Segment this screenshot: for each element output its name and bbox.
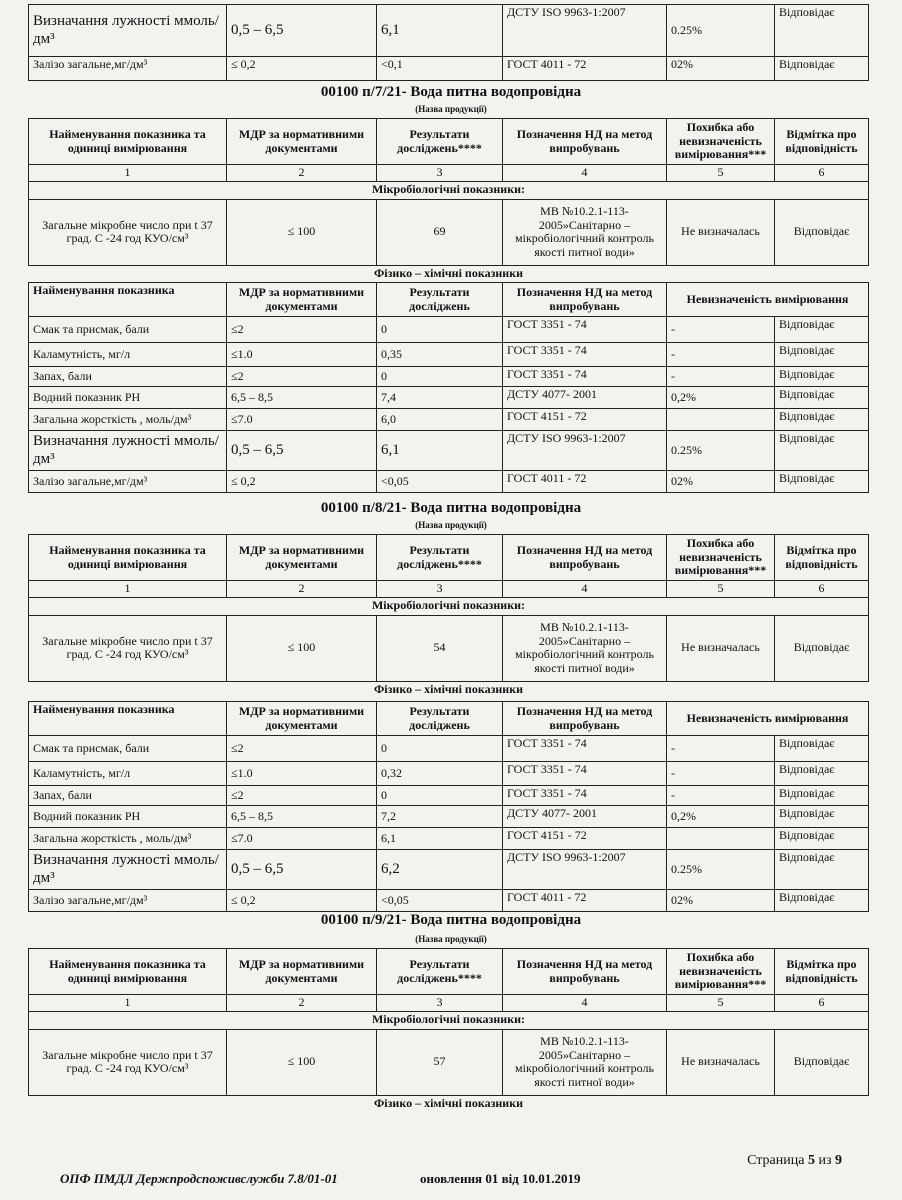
- cell-name: Каламутність, мг/л: [29, 343, 227, 367]
- cell-name: Залізо загальне,мг/дм³: [29, 57, 227, 81]
- cell-name: Загальне мікробне число при t 37 град. С -24 год КУО/см³: [29, 199, 227, 265]
- top-continuation-table: [28, 4, 869, 81]
- cell-method: ГОСТ 3351 - 74: [503, 367, 667, 387]
- cell-mdr: ≤2: [227, 367, 377, 387]
- cell-uncertainty: 0.25%: [667, 431, 775, 471]
- column-number: 3: [377, 165, 503, 182]
- cell-name: Залізо загальне,мг/дм³: [29, 890, 227, 912]
- page-number: [747, 1153, 842, 1169]
- cell-uncertainty: Не визначалась: [667, 615, 775, 681]
- section-row: [29, 681, 869, 697]
- section-title: 00100 п/8/21- Вода питна водопровідна: [320, 500, 582, 516]
- cell-uncertainty: 0,2%: [667, 806, 775, 828]
- cell-name: Водний показник РН: [29, 806, 227, 828]
- cell-mdr: ≤ 0,2: [227, 890, 377, 912]
- cell-method: ДСТУ 4077- 2001: [503, 806, 667, 828]
- cell-mdr: ≤ 0,2: [227, 471, 377, 493]
- cell-uncertainty: 02%: [667, 57, 775, 81]
- column-number-row: [29, 581, 869, 598]
- cell-method: ГОСТ 3351 - 74: [503, 786, 667, 806]
- column-number: 2: [227, 581, 377, 598]
- column-number: 4: [503, 995, 667, 1012]
- column-number: 3: [377, 581, 503, 598]
- cell-mdr: 6,5 – 8,5: [227, 387, 377, 409]
- cell-result: 54: [377, 615, 503, 681]
- header-mdr: МДР за нормативними документами: [227, 535, 377, 581]
- page-of: из: [818, 1153, 832, 1168]
- cell-mark: Відповідає: [775, 431, 869, 471]
- cell-uncertainty: -: [667, 762, 775, 786]
- table-row: [29, 786, 869, 806]
- cell-uncertainty: 02%: [667, 471, 775, 493]
- cell-method: ДСТУ ISO 9963-1:2007: [503, 431, 667, 471]
- header-result: Результати досліджень: [377, 283, 503, 317]
- section-title: 00100 п/7/21- Вода питна водопровідна: [320, 84, 582, 100]
- header-name: Найменування показника та одиниці вимірювання: [29, 949, 227, 995]
- cell-result: <0,05: [377, 471, 503, 493]
- cell-uncertainty: [667, 828, 775, 850]
- header-mdr: МДР за нормативними документами: [227, 119, 377, 165]
- header-result: Результати досліджень****: [377, 949, 503, 995]
- cell-method: ГОСТ 3351 - 74: [503, 317, 667, 343]
- column-number: 3: [377, 995, 503, 1012]
- page-current: 5: [807, 1153, 815, 1168]
- cell-mdr: ≤ 100: [227, 199, 377, 265]
- cell-result: 7,4: [377, 387, 503, 409]
- header-method: Позначення НД на метод випробувань: [503, 949, 667, 995]
- column-number: 1: [29, 165, 227, 182]
- cell-result: 0: [377, 786, 503, 806]
- cell-mdr: ≤2: [227, 786, 377, 806]
- column-number: 5: [667, 581, 775, 598]
- cell-result: 0,32: [377, 762, 503, 786]
- cell-mdr: ≤7.0: [227, 828, 377, 850]
- cell-name: Визначання лужності ммоль/дм³: [29, 431, 227, 471]
- header-unc: Похибка або невизначеність вимірювання***: [667, 535, 775, 581]
- micro-table: [28, 534, 869, 698]
- cell-uncertainty: 0.25%: [667, 5, 775, 57]
- cell-result: 0,35: [377, 343, 503, 367]
- cell-name: Запах, бали: [29, 786, 227, 806]
- column-number: 4: [503, 581, 667, 598]
- header-method: Позначення НД на метод випробувань: [503, 702, 667, 736]
- cell-result: 6,1: [377, 431, 503, 471]
- cell-mdr: ≤ 100: [227, 1029, 377, 1095]
- cell-name: Смак та присмак, бали: [29, 736, 227, 762]
- cell-result: 57: [377, 1029, 503, 1095]
- header-method: Позначення НД на метод випробувань: [503, 283, 667, 317]
- column-number: 5: [667, 995, 775, 1012]
- column-number-row: [29, 165, 869, 182]
- cell-method: МВ №10.2.1-113-2005»Санітарно – мікробіологічний контроль якості питної води»: [503, 1029, 667, 1095]
- cell-method: ГОСТ 4151 - 72: [503, 828, 667, 850]
- cell-method: ГОСТ 3351 - 74: [503, 762, 667, 786]
- cell-uncertainty: -: [667, 736, 775, 762]
- physchem-section-title: Фізико – хімічні показники: [373, 681, 524, 696]
- cell-result: 0: [377, 367, 503, 387]
- cell-mark: Відповідає: [775, 387, 869, 409]
- table-row: [29, 5, 869, 57]
- cell-method: ГОСТ 4151 - 72: [503, 409, 667, 431]
- header-mark: Відмітка про відповідність: [775, 119, 869, 165]
- cell-name: Каламутність, мг/л: [29, 762, 227, 786]
- column-number: 6: [775, 165, 869, 182]
- cell-mark: Відповідає: [775, 736, 869, 762]
- section-row: [29, 1095, 869, 1111]
- cell-mark: Відповідає: [775, 850, 869, 890]
- section-title: 00100 п/9/21- Вода питна водопровідна: [320, 912, 582, 928]
- cell-name: Водний показник РН: [29, 387, 227, 409]
- cell-name: Загальна жорсткість , моль/дм³: [29, 828, 227, 850]
- table-row: [29, 890, 869, 912]
- column-number-row: [29, 995, 869, 1012]
- physchem-table: [28, 701, 869, 912]
- cell-mark: Відповідає: [775, 57, 869, 81]
- cell-uncertainty: -: [667, 367, 775, 387]
- header-result: Результати досліджень****: [377, 535, 503, 581]
- cell-mark: Відповідає: [775, 890, 869, 912]
- cell-method: ГОСТ 4011 - 72: [503, 57, 667, 81]
- table-row: [29, 471, 869, 493]
- header-unc: Похибка або невизначеність вимірювання***: [667, 949, 775, 995]
- cell-result: <0,05: [377, 890, 503, 912]
- cell-result: 69: [377, 199, 503, 265]
- cell-result: <0,1: [377, 57, 503, 81]
- table-row: [29, 850, 869, 890]
- cell-mdr: 0,5 – 6,5: [227, 850, 377, 890]
- footer-org: ОПФ ПМДЛ Держпродспоживслужби 7.8/01-01: [60, 1171, 338, 1186]
- header-mark: Відмітка про відповідність: [775, 535, 869, 581]
- header-row: [29, 119, 869, 165]
- header-result: Результати досліджень****: [377, 119, 503, 165]
- product-caption: (Назва продукції): [415, 934, 487, 944]
- header-result: Результати досліджень: [377, 702, 503, 736]
- cell-uncertainty: Не визначалась: [667, 199, 775, 265]
- cell-mark: Відповідає: [775, 317, 869, 343]
- table-row: [29, 367, 869, 387]
- cell-uncertainty: Не визначалась: [667, 1029, 775, 1095]
- cell-mark: Відповідає: [775, 471, 869, 493]
- cell-result: 6,1: [377, 5, 503, 57]
- cell-mark: Відповідає: [775, 786, 869, 806]
- cell-uncertainty: -: [667, 343, 775, 367]
- cell-mdr: ≤1.0: [227, 343, 377, 367]
- column-number: 5: [667, 165, 775, 182]
- header-mark: Відмітка про відповідність: [775, 949, 869, 995]
- cell-mdr: 0,5 – 6,5: [227, 5, 377, 57]
- cell-uncertainty: 0.25%: [667, 850, 775, 890]
- header-mdr: МДР за нормативними документами: [227, 949, 377, 995]
- cell-method: ГОСТ 4011 - 72: [503, 890, 667, 912]
- table-row: [29, 806, 869, 828]
- table-row: [29, 343, 869, 367]
- header-mdr: МДР за нормативними документами: [227, 702, 377, 736]
- cell-method: ДСТУ ISO 9963-1:2007: [503, 5, 667, 57]
- table-row: [29, 615, 869, 681]
- cell-result: 6,1: [377, 828, 503, 850]
- product-caption: (Назва продукції): [415, 104, 487, 114]
- physchem-section-title: Фізико – хімічні показники: [373, 265, 524, 280]
- cell-mark: Відповідає: [775, 828, 869, 850]
- header-row: [29, 702, 869, 736]
- table-row: [29, 409, 869, 431]
- cell-mdr: ≤2: [227, 736, 377, 762]
- cell-method: ГОСТ 3351 - 74: [503, 343, 667, 367]
- cell-mdr: ≤2: [227, 317, 377, 343]
- cell-mark: Відповідає: [775, 5, 869, 57]
- cell-mdr: ≤7.0: [227, 409, 377, 431]
- footer-update: оновлення 01 від 10.01.2019: [420, 1171, 581, 1186]
- cell-uncertainty: [667, 409, 775, 431]
- table-row: [29, 762, 869, 786]
- header-name: Найменування показника: [29, 702, 227, 736]
- column-number: 1: [29, 995, 227, 1012]
- table-row: [29, 387, 869, 409]
- table-row: [29, 828, 869, 850]
- header-name: Найменування показника: [29, 283, 227, 317]
- section-row: [29, 597, 869, 615]
- cell-result: 7,2: [377, 806, 503, 828]
- section-row: [29, 181, 869, 199]
- physchem-table: [28, 282, 869, 493]
- micro-section-title: Мікробіологічні показники:: [29, 1011, 869, 1029]
- header-unc: Похибка або невизначеність вимірювання***: [667, 119, 775, 165]
- header-method: Позначення НД на метод випробувань: [503, 119, 667, 165]
- micro-section-title: Мікробіологічні показники:: [29, 181, 869, 199]
- cell-method: МВ №10.2.1-113-2005»Санітарно – мікробіологічний контроль якості питної води»: [503, 615, 667, 681]
- cell-mdr: ≤1.0: [227, 762, 377, 786]
- cell-result: 0: [377, 736, 503, 762]
- product-caption: (Назва продукції): [415, 520, 487, 530]
- cell-name: Загальна жорсткість , моль/дм³: [29, 409, 227, 431]
- cell-result: 0: [377, 317, 503, 343]
- section-row: [29, 265, 869, 281]
- cell-mark: Відповідає: [775, 615, 869, 681]
- cell-mdr: ≤ 0,2: [227, 57, 377, 81]
- table-row: [29, 431, 869, 471]
- page-label: Страница: [747, 1153, 805, 1168]
- micro-table: [28, 948, 869, 1112]
- header-name: Найменування показника та одиниці вимірювання: [29, 535, 227, 581]
- cell-mdr: 6,5 – 8,5: [227, 806, 377, 828]
- cell-mark: Відповідає: [775, 409, 869, 431]
- micro-table: [28, 118, 869, 282]
- cell-mdr: ≤ 100: [227, 615, 377, 681]
- header-uncertainty: Невизначеність вимірювання: [667, 283, 869, 317]
- table-row: [29, 199, 869, 265]
- cell-result: 6,0: [377, 409, 503, 431]
- cell-method: ГОСТ 3351 - 74: [503, 736, 667, 762]
- table-row: [29, 317, 869, 343]
- page-total: 9: [835, 1153, 842, 1168]
- table-row: [29, 1029, 869, 1095]
- cell-mark: Відповідає: [775, 762, 869, 786]
- header-row: [29, 949, 869, 995]
- column-number: 2: [227, 165, 377, 182]
- cell-name: Залізо загальне,мг/дм³: [29, 471, 227, 493]
- header-row: [29, 535, 869, 581]
- cell-method: ГОСТ 4011 - 72: [503, 471, 667, 493]
- cell-mark: Відповідає: [775, 367, 869, 387]
- cell-mark: Відповідає: [775, 199, 869, 265]
- cell-name: Визначання лужності ммоль/дм³: [29, 5, 227, 57]
- cell-uncertainty: 02%: [667, 890, 775, 912]
- header-name: Найменування показника та одиниці вимірювання: [29, 119, 227, 165]
- cell-result: 6,2: [377, 850, 503, 890]
- cell-uncertainty: -: [667, 317, 775, 343]
- section-row: [29, 1011, 869, 1029]
- header-method: Позначення НД на метод випробувань: [503, 535, 667, 581]
- cell-uncertainty: -: [667, 786, 775, 806]
- column-number: 2: [227, 995, 377, 1012]
- table-row: [29, 57, 869, 81]
- table-row: [29, 736, 869, 762]
- cell-method: МВ №10.2.1-113-2005»Санітарно – мікробіологічний контроль якості питної води»: [503, 199, 667, 265]
- header-mdr: МДР за нормативними документами: [227, 283, 377, 317]
- cell-method: ДСТУ 4077- 2001: [503, 387, 667, 409]
- column-number: 6: [775, 995, 869, 1012]
- cell-name: Смак та присмак, бали: [29, 317, 227, 343]
- cell-mark: Відповідає: [775, 806, 869, 828]
- column-number: 4: [503, 165, 667, 182]
- cell-uncertainty: 0,2%: [667, 387, 775, 409]
- header-row: [29, 283, 869, 317]
- cell-name: Визначання лужності ммоль/дм³: [29, 850, 227, 890]
- column-number: 1: [29, 581, 227, 598]
- micro-section-title: Мікробіологічні показники:: [29, 597, 869, 615]
- cell-mark: Відповідає: [775, 1029, 869, 1095]
- cell-name: Загальне мікробне число при t 37 град. С -24 год КУО/см³: [29, 615, 227, 681]
- cell-mdr: 0,5 – 6,5: [227, 431, 377, 471]
- physchem-section-title: Фізико – хімічні показники: [373, 1095, 524, 1110]
- cell-method: ДСТУ ISO 9963-1:2007: [503, 850, 667, 890]
- header-uncertainty: Невизначеність вимірювання: [667, 702, 869, 736]
- cell-name: Запах, бали: [29, 367, 227, 387]
- cell-mark: Відповідає: [775, 343, 869, 367]
- column-number: 6: [775, 581, 869, 598]
- cell-name: Загальне мікробне число при t 37 град. С -24 год КУО/см³: [29, 1029, 227, 1095]
